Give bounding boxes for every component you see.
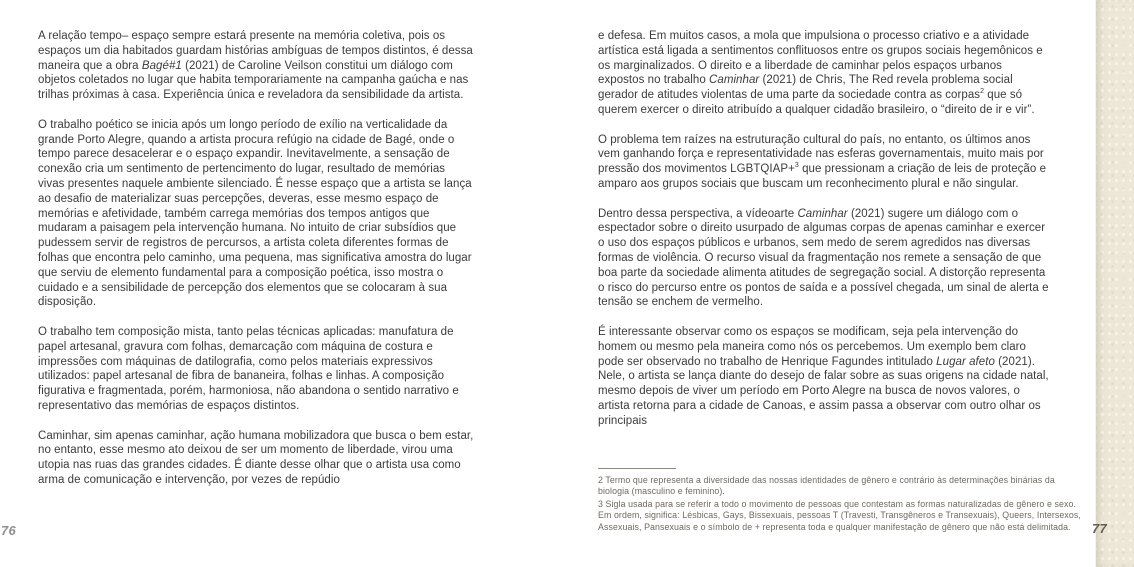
paragraph: O trabalho poético se inicia após um longo período de exílio na verticalidade da grande Porto Alegre, quando a artista procura refúgio na cidade de Bagé, onde o tempo parece desacelerar e o espaço expandir. Inevitavelmente, a sensação de conexão cria um sentimento de pertencimento do lugar, resultado de memórias vivas presentes naquele ambiente silenciado. É nesse espaço que a artista se lança ao desafio de materializar suas percepções, deveras, esse mesmo espaço de memórias e afetividade, também carrega memórias dos tempos antigos que mudaram a paisagem pela intervenção humana. No intuito de criar subsídios que pudessem servir de registros de percursos, a artista coleta diferentes formas de folhas que encontra pelo caminho, uma pequena, mas significativa amostra do lugar que serviu de elemento fundamental para a composição poética, isso mostra o cuidado e a sensibilidade de percepção dos elementos que se colocaram à sua disposição.	[38, 118, 472, 309]
footnote-block	[598, 468, 1082, 534]
paragraph: Caminhar, sim apenas caminhar, ação humana mobilizadora que busca o bem estar, no entanto, esse mesmo ato deixou de ser um momento de liberdade, virou uma utopia nas ruas das grandes cidades. É diante desse olhar que o artista usa como arma de comunicação e intervenção, por vezes de repúdio	[38, 429, 474, 486]
footnote: 2 Termo que representa a diversidade das nossas identidades de gênero e contrário às determinações binárias da biologia (masculino e feminino).	[598, 475, 1055, 497]
paragraph: O problema tem raízes na estruturação cultural do país, no entanto, os últimos anos vem ganhando força e representatividade nas esferas governamentais, muito mais por pressão dos movimentos LGBTQIAP+$^3$ que pressionam a criação de leis de proteção e amparo aos grupos sociais que buscam um reconhecimento plural e não singular.	[598, 133, 1047, 190]
footnote: 3 Sigla usada para se referir a todo o movimento de pessoas que contestam as formas naturalizadas de gênero e sexo. Em ordem, significa: Lésbicas, Gays, Bissexuais, pessoas T (Travesti, Transgêneros e Transexuais), Queers, Intersexos, Assexuais, Pansexuais e o símbolo de + representa toda e qualquer manifestação de gênero que não está delimitada.	[598, 498, 1081, 532]
left-page-text-column	[38, 29, 474, 503]
page-number-left: 76	[1, 523, 17, 538]
right-page-text-column	[598, 29, 1050, 443]
paragraph: Dentro dessa perspectiva, a vídeoarte Caminhar (2021) sugere um diálogo com o espectador sobre o direito usurpado de algumas corpas de apenas caminhar e exercer o uso dos espaços públicos e urbanos, sem medo de serem agredidos nas diversas formas de violência. O recurso visual da fragmentação nos remete a sensação de que boa parte da sociedade alimenta atitudes de segregação social. A distorção representa o risco do percurso entre os pontos de saída e a possível chegada, um sinal de alerta e tensão se enchem de vermelho.	[598, 207, 1049, 309]
page-number-right: 77	[1092, 521, 1108, 536]
paragraph: O trabalho tem composição mista, tanto pelas técnicas aplicadas: manufatura de papel artesanal, gravura com folhas, demarcação com máquina de costura e impressões com máquinas de datilografia, como pelos materiais expressivos utilizados: papel artesanal de fibra de bananeira, folhas e linhas. A composição figurativa e fragmentada, porém, harmoniosa, não abandona o sentido narrativo e representativo das memórias de espaços distintos.	[38, 325, 459, 412]
paragraph: e defesa. Em muitos casos, a mola que impulsiona o processo criativo e a atividade artística está ligada a sentimentos conflituosos entre os grupos sociais hegemônicos e os marginalizados. O direito e a liberdade de caminhar pelos espaços urbanos expostos no trabalho Caminhar (2021) de Chris, The Red revela problema social gerador de atitudes violentas de uma parte da sociedade contra as corpas$^2$ que só querem exercer o direito atribuído a qualquer cidadão brasileiro, o “direito de ir e vir”.	[598, 30, 1043, 116]
book-edge-texture	[1095, 0, 1134, 567]
paragraph: É interessante observar como os espaços se modificam, seja pela intervenção do homem ou mesmo pela maneira como nós os percebemos. Um exemplo bem claro pode ser observado no trabalho de Henrique Fagundes intitulado Lugar afeto (2021). Nele, o artista se lança diante do desejo de falar sobre as suas origens na cidade natal, mesmo depois de viver um período em Porto Alegre na busca de novos valores, o artista retorna para a cidade de Canoas, e assim passa a observar com outro olhar os principais	[598, 325, 1049, 427]
footnote-separator	[598, 468, 676, 469]
paragraph: A relação tempo– espaço sempre estará presente na memória coletiva, pois os espaços um dia habitados guardam histórias ambíguas de tempos distintos, é dessa maneira que a obra Bagé#1 (2021) de Caroline Veilson constitui um diálogo com objetos coletados no lugar que habita temporariamente na campanha gaúcha e nas trilhas próximas à casa. Experiência única e reveladora da sensibilidade da artista.	[38, 30, 473, 102]
footnote-list	[598, 475, 1082, 533]
